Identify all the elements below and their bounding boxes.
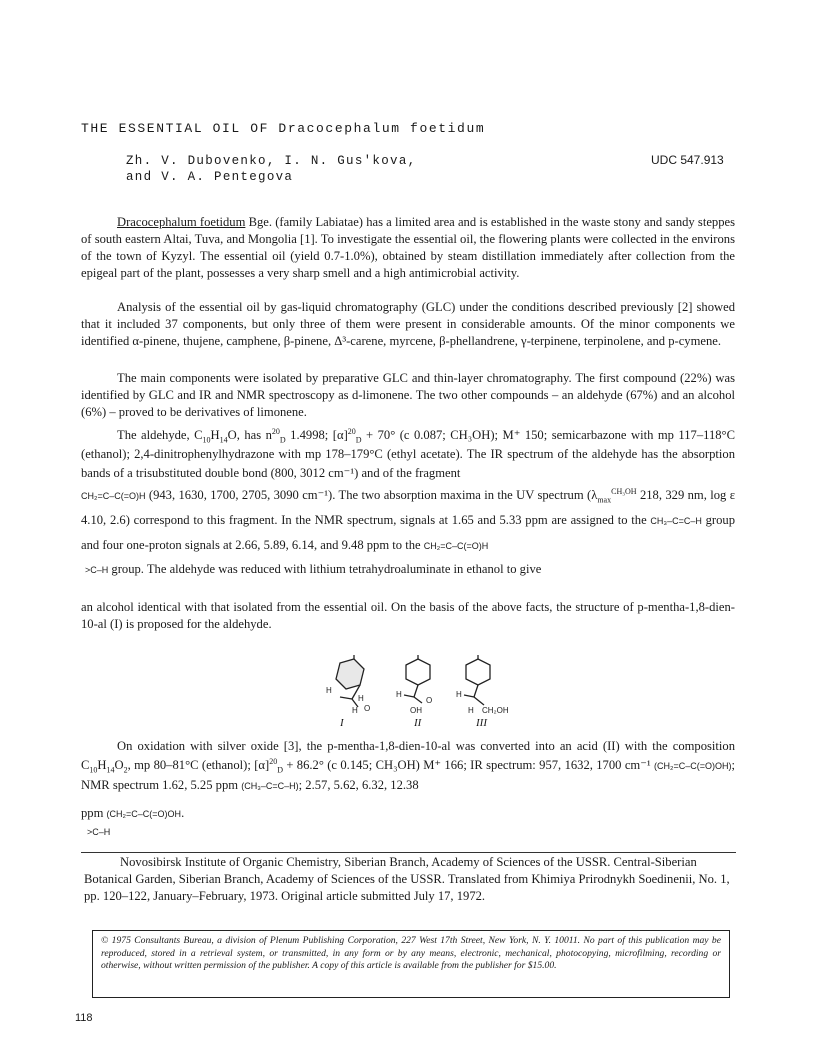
- affiliation-text: Novosibirsk Institute of Organic Chemistry, Siberian Branch, Academy of Sciences of the USSR. Central-Siberian Botanical Garden, Siberian Branch, Academy of Sciences of the USSR. Translated from Khimiya Prirodnykh Soedinenii, No. 1, pp. 120–122, January–February, 1973. Original article submitted July 17, 1972.: [84, 855, 730, 903]
- text-segment: (943, 1630, 1700, 2705, 3090 cm⁻¹). The two absorption maxima in the UV spectrum (λ: [145, 488, 598, 502]
- subscript: 14: [106, 765, 115, 775]
- fragment-aldehyde-group: CH₂=C–C(=O)H: [423, 541, 489, 551]
- superscript: CH₃OH: [611, 486, 637, 496]
- glc-text: Analysis of the essential oil by gas-liquid chromatography (GLC) under the conditions described previously [2] showed that it included 37 components, but only three of them were present in considerable amounts. Of the minor components we identified α-pinene, thujene, camphene, β-pinene, Δ³-carene, myrcene, β-phellandrene, γ-terpinene, terpinolene, and p-cymene.: [81, 300, 735, 348]
- main-components-text: The main components were isolated by preparative GLC and thin-layer chromatography. The first compound (22%) was identified by GLC and IR and NMR spectroscopy as d-limonene. The two other compounds – an aldehyde (67%) and an alcohol (6%) – proved to be derivatives of limonene.: [81, 371, 735, 419]
- fragment-ch-group-2: >C–H: [87, 827, 111, 837]
- svg-text:OH: OH: [410, 706, 422, 715]
- svg-text:H: H: [456, 690, 462, 699]
- paragraph-main-components: [81, 370, 735, 421]
- text-segment: The aldehyde, C: [117, 428, 203, 442]
- text-segment: O: [114, 758, 124, 772]
- article-title: THE ESSENTIAL OIL OF Dracocephalum foetidum: [81, 121, 486, 136]
- structures-figure: [318, 655, 518, 735]
- subscript: 2: [123, 765, 128, 775]
- fragment-ch-group: >C–H: [85, 565, 109, 575]
- text-segment: group. The aldehyde was reduced with lithium tetrahydroaluminate in ethanol to give: [108, 562, 542, 576]
- text-segment: + 70° (c 0.087; CH₃OH); M⁺ 150; semicarbazone with mp 117–118°C (ethanol); 2,4-dinitrophenylhydrazone with mp 178–179°C (ethyl acetate). The IR spectrum of the aldehyde has the absorption bands of a trisubstituted double bond (800, 3012 cm⁻¹) and of the fragment: [81, 428, 735, 480]
- structure-3: [464, 655, 490, 705]
- species-name: Dracocephalum foetidum: [117, 215, 246, 229]
- text-segment: + 86.2° (c 0.145; CH₃OH) M⁺ 166; IR spectrum: 957, 1632, 1700 cm⁻¹: [282, 758, 654, 772]
- subscript: D: [277, 765, 283, 775]
- svg-text:CH₂OH: CH₂OH: [482, 706, 509, 715]
- paragraph-glc: [81, 299, 735, 350]
- fragment-methyl-vinyl: CH₃–C=C–H: [650, 516, 702, 526]
- structure-label-3: III: [476, 717, 487, 729]
- svg-text:H: H: [468, 706, 474, 715]
- text-segment: H: [210, 428, 220, 442]
- svg-text:O: O: [364, 704, 371, 713]
- subscript: D: [279, 435, 286, 445]
- ring-1: [336, 659, 364, 689]
- text-segment: ppm: [81, 806, 107, 820]
- svg-text:H: H: [358, 694, 364, 703]
- fragment-vinyl-aldehyde: CH₂=C–C(=O)H: [81, 491, 146, 501]
- svg-text:O: O: [426, 696, 433, 705]
- intro-text: Bge. (family Labiatae) has a limited area and is established in the waste stony and sandy steppes of south eastern Altai, Tuva, and Mongolia [1]. To investigate the essential oil, the flowering plants were collected in the environs of the town of Kyzyl. The essential oil (yield 0.7-1.0%), obtained by steam distillation immediately after collection from the epigeal part of the plant, possesses a very sharp smell and a high antimicrobial activity.: [81, 215, 735, 280]
- text-segment: .: [181, 806, 185, 820]
- aldehyde-conclusion: an alcohol identical with that isolated from the essential oil. On the basis of the above facts, the structure of p-mentha-1,8-dien-10-al (I) is proposed for the aldehyde.: [81, 600, 735, 631]
- authors-line-2: and V. A. Pentegova: [126, 170, 294, 184]
- paragraph-oxidation: [81, 737, 735, 840]
- ring-3: [466, 659, 490, 685]
- paragraph-intro: [81, 214, 735, 282]
- affiliation-note: [84, 854, 734, 905]
- text-segment: O, has n: [227, 428, 272, 442]
- paragraph-aldehyde: [81, 426, 735, 633]
- copyright-text: © 1975 Consultants Bureau, a division of Plenum Publishing Corporation, 227 West 17th Street, New York, N. Y. 10011. No part of this publication may be reproduced, stored in a retrieval system, or transmitted, in any form or by any means, electronic, mechanical, photocopying, microfilming, recording or otherwise, without written permission of the publisher. A copy of this article is available from the publisher for $15.00.: [101, 935, 721, 971]
- superscript: 20: [269, 756, 278, 766]
- structure-label-2: II: [414, 717, 422, 729]
- text-segment: group and four one-proton signals at 2.66, 5.89, 6.14, and 9.48 ppm to the: [81, 513, 736, 552]
- text-segment: 1.4998; [α]: [285, 428, 348, 442]
- subscript: D: [355, 435, 362, 445]
- subscript: 14: [219, 435, 228, 445]
- svg-text:H: H: [396, 690, 402, 699]
- fragment-methyl-vinyl-2: (CH₃–C=C–H): [241, 781, 299, 791]
- subscript: 10: [202, 435, 211, 445]
- text-segment: ; NMR spectrum 1.62, 5.25 ppm: [81, 758, 735, 792]
- authors: [126, 153, 416, 185]
- ring-2: [406, 659, 430, 685]
- text-segment: , mp 80–81°C (ethanol); [α]: [127, 758, 270, 772]
- superscript: 20: [271, 426, 280, 436]
- footnote-divider: [81, 852, 736, 853]
- subscript: 10: [89, 765, 98, 775]
- text-segment: ; 2.57, 5.62, 6.32, 12.38: [298, 778, 419, 792]
- structure-label-1: I: [340, 717, 344, 729]
- text-segment: 218, 329 nm, log ε 4.10, 2.6) correspond to this fragment. In the NMR spectrum, signals at 1.65 and 5.33 ppm are assigned to the: [81, 488, 736, 527]
- page-number: 118: [75, 1012, 93, 1024]
- authors-line-1: Zh. V. Dubovenko, I. N. Gus'kova,: [126, 154, 417, 168]
- copyright-box: [92, 930, 730, 998]
- udc-code: UDC 547.913: [651, 153, 724, 167]
- text-segment: On oxidation with silver oxide [3], the p-mentha-1,8-dien-10-al was converted into an acid (II) with the composition C: [81, 739, 735, 772]
- svg-text:H: H: [352, 706, 358, 715]
- fragment-acid: (CH₂=C–C(=O)OH): [654, 761, 732, 771]
- svg-text:H: H: [326, 686, 332, 695]
- text-segment: H: [97, 758, 107, 772]
- subscript: max: [597, 495, 612, 505]
- fragment-acid-group: (CH₂=C–C(=O)OH: [106, 809, 182, 819]
- superscript: 20: [347, 426, 356, 436]
